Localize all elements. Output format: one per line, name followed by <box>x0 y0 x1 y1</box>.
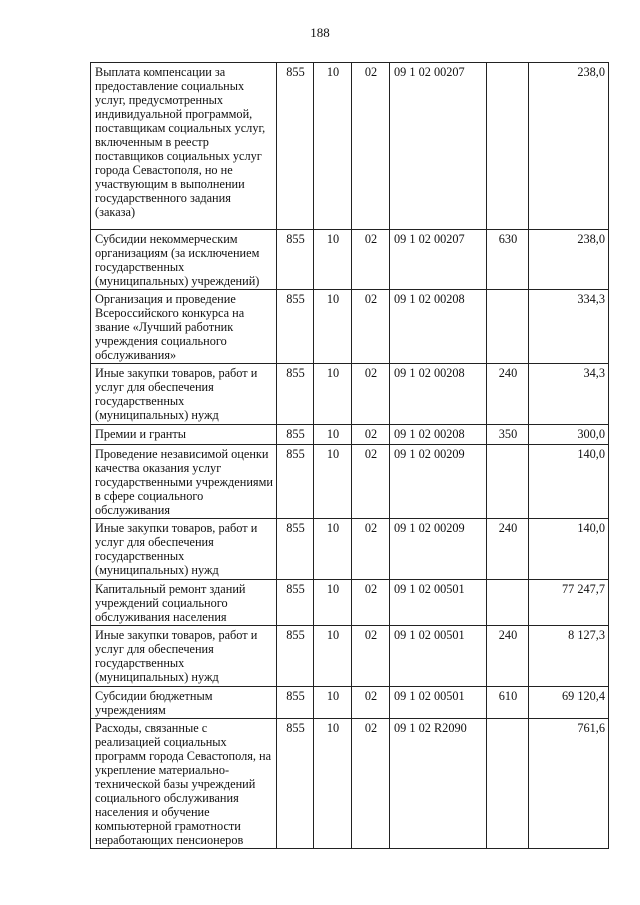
expense-name-cell: Премии и гранты <box>91 425 277 445</box>
amount-cell: 334,3 <box>529 290 609 364</box>
expense-name-cell: Капитальный ремонт зданий учреждений социального обслуживания населения <box>91 580 277 626</box>
page-number: 188 <box>310 25 330 40</box>
subsection-code-cell: 02 <box>352 719 390 849</box>
target-article-cell: 09 1 02 00501 <box>390 580 487 626</box>
section-code-cell: 10 <box>314 580 352 626</box>
amount-cell: 300,0 <box>529 425 609 445</box>
expense-name-cell: Расходы, связанные с реализацией социальных программ города Севастополя, на укрепление материально-технической базы учреждений социального обслуживания населения и обучение компьютерной грамотности неработающих пенсионеров <box>91 719 277 849</box>
subsection-code-cell: 02 <box>352 425 390 445</box>
amount-cell: 69 120,4 <box>529 687 609 719</box>
target-article-cell: 09 1 02 00208 <box>390 364 487 425</box>
expense-name-cell: Иные закупки товаров, работ и услуг для обеспечения государственных (муниципальных) нужд <box>91 364 277 425</box>
expense-name-cell: Субсидии бюджетным учреждениям <box>91 687 277 719</box>
section-code-cell: 10 <box>314 364 352 425</box>
table-row <box>91 290 609 364</box>
amount-cell: 140,0 <box>529 445 609 519</box>
table-row <box>91 719 609 849</box>
grbs-code-cell: 855 <box>277 519 314 580</box>
expense-type-cell <box>487 290 529 364</box>
expense-name-cell: Иные закупки товаров, работ и услуг для обеспечения государственных (муниципальных) нужд <box>91 519 277 580</box>
amount-cell: 238,0 <box>529 230 609 290</box>
amount-cell: 761,6 <box>529 719 609 849</box>
subsection-code-cell: 02 <box>352 687 390 719</box>
table-row <box>91 63 609 230</box>
target-article-cell: 09 1 02 00208 <box>390 290 487 364</box>
table-row <box>91 425 609 445</box>
section-code-cell: 10 <box>314 687 352 719</box>
expense-name-cell: Иные закупки товаров, работ и услуг для обеспечения государственных (муниципальных) нужд <box>91 626 277 687</box>
section-code-cell: 10 <box>314 519 352 580</box>
target-article-cell: 09 1 02 00209 <box>390 519 487 580</box>
grbs-code-cell: 855 <box>277 290 314 364</box>
section-code-cell: 10 <box>314 445 352 519</box>
amount-cell: 8 127,3 <box>529 626 609 687</box>
subsection-code-cell: 02 <box>352 290 390 364</box>
expense-name-cell: Организация и проведение Всероссийского конкурса на звание «Лучший работник учреждения социального обслуживания» <box>91 290 277 364</box>
target-article-cell: 09 1 02 00207 <box>390 63 487 230</box>
expense-name-cell: Проведение независимой оценки качества оказания услуг государственными учреждениями в сфере социального обслуживания <box>91 445 277 519</box>
grbs-code-cell: 855 <box>277 425 314 445</box>
expense-type-cell <box>487 580 529 626</box>
subsection-code-cell: 02 <box>352 580 390 626</box>
table-row <box>91 519 609 580</box>
table-row <box>91 445 609 519</box>
table-row <box>91 230 609 290</box>
expense-type-cell <box>487 63 529 230</box>
table-row <box>91 687 609 719</box>
grbs-code-cell: 855 <box>277 364 314 425</box>
table-row <box>91 364 609 425</box>
subsection-code-cell: 02 <box>352 364 390 425</box>
grbs-code-cell: 855 <box>277 687 314 719</box>
expense-type-cell: 630 <box>487 230 529 290</box>
subsection-code-cell: 02 <box>352 445 390 519</box>
expense-type-cell <box>487 445 529 519</box>
table-row <box>91 626 609 687</box>
expense-type-cell: 240 <box>487 519 529 580</box>
table-row <box>91 580 609 626</box>
expense-type-cell: 610 <box>487 687 529 719</box>
subsection-code-cell: 02 <box>352 63 390 230</box>
amount-cell: 77 247,7 <box>529 580 609 626</box>
expense-name-cell: Выплата компенсации за предоставление социальных услуг, предусмотренных индивидуальной программой, поставщикам социальных услуг, включенным в реестр поставщиков социальных услуг города Севастополя, но не участвующим в выполнении государственного задания (заказа) <box>91 63 277 230</box>
grbs-code-cell: 855 <box>277 626 314 687</box>
grbs-code-cell: 855 <box>277 230 314 290</box>
amount-cell: 238,0 <box>529 63 609 230</box>
budget-table-body <box>91 63 609 849</box>
target-article-cell: 09 1 02 00501 <box>390 687 487 719</box>
expense-type-cell: 350 <box>487 425 529 445</box>
expense-type-cell <box>487 719 529 849</box>
grbs-code-cell: 855 <box>277 445 314 519</box>
amount-cell: 34,3 <box>529 364 609 425</box>
subsection-code-cell: 02 <box>352 230 390 290</box>
expense-name-cell: Субсидии некоммерческим организациям (за исключением государственных (муниципальных) учреждений) <box>91 230 277 290</box>
section-code-cell: 10 <box>314 63 352 230</box>
section-code-cell: 10 <box>314 425 352 445</box>
target-article-cell: 09 1 02 R2090 <box>390 719 487 849</box>
target-article-cell: 09 1 02 00209 <box>390 445 487 519</box>
expense-type-cell: 240 <box>487 626 529 687</box>
expense-type-cell: 240 <box>487 364 529 425</box>
section-code-cell: 10 <box>314 230 352 290</box>
section-code-cell: 10 <box>314 626 352 687</box>
grbs-code-cell: 855 <box>277 719 314 849</box>
subsection-code-cell: 02 <box>352 519 390 580</box>
target-article-cell: 09 1 02 00501 <box>390 626 487 687</box>
grbs-code-cell: 855 <box>277 63 314 230</box>
section-code-cell: 10 <box>314 290 352 364</box>
budget-table <box>90 62 609 849</box>
grbs-code-cell: 855 <box>277 580 314 626</box>
target-article-cell: 09 1 02 00208 <box>390 425 487 445</box>
amount-cell: 140,0 <box>529 519 609 580</box>
section-code-cell: 10 <box>314 719 352 849</box>
subsection-code-cell: 02 <box>352 626 390 687</box>
target-article-cell: 09 1 02 00207 <box>390 230 487 290</box>
